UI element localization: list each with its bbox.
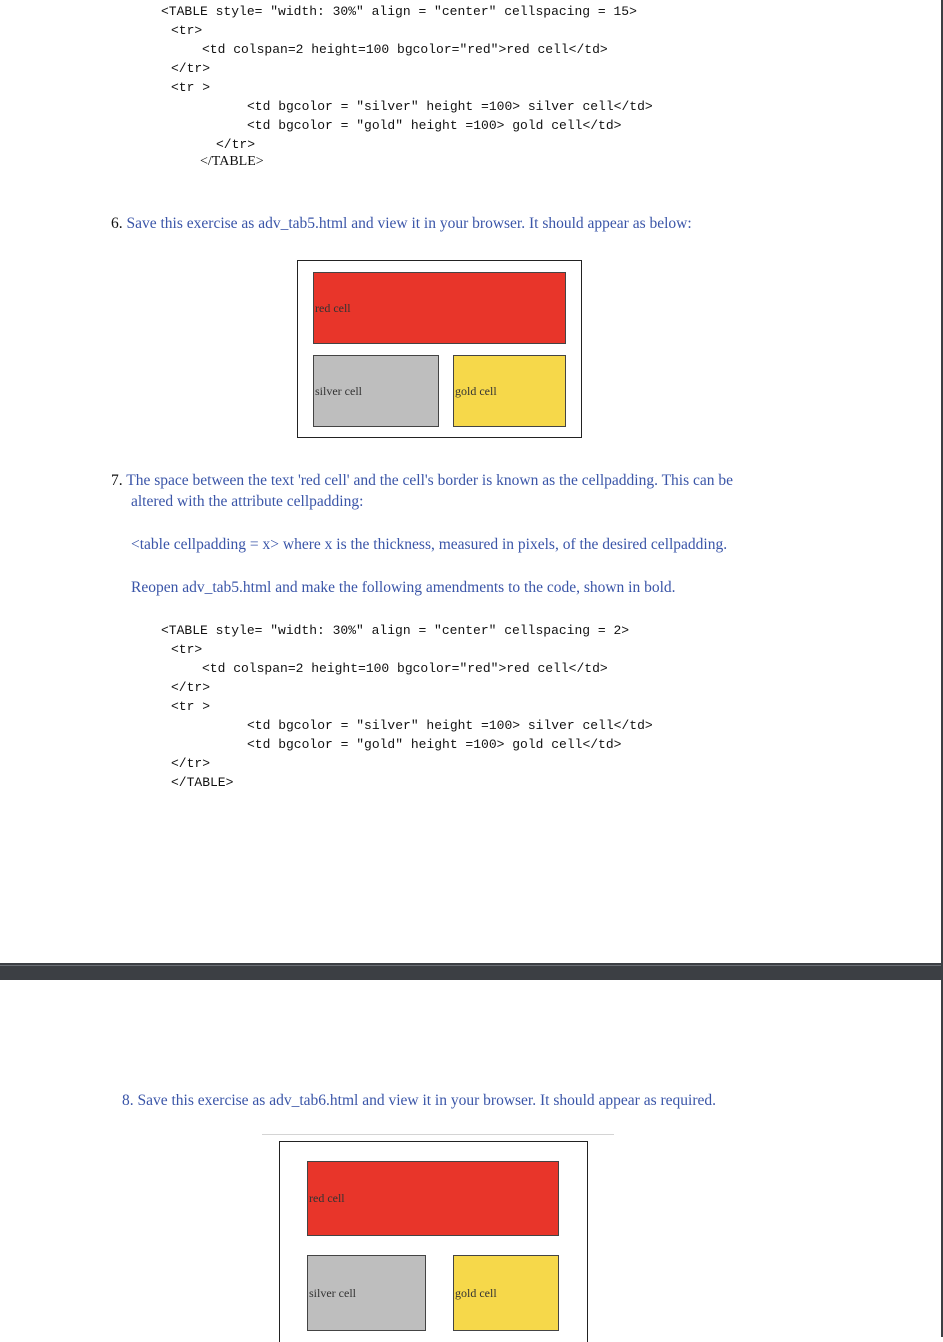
code-line: </TABLE> [171, 775, 234, 790]
code-line: <TABLE style= "width: 30%" align = "center" cellspacing = 15> [161, 4, 637, 19]
code-line: <TABLE style= "width: 30%" align = "center" cellspacing = 2> [161, 623, 630, 638]
red-cell-label: red cell [309, 1191, 345, 1205]
code-line: <tr > [171, 80, 211, 95]
gold-cell-label: gold cell [455, 1285, 497, 1300]
code-line: <td bgcolor = "silver" height =100> silver cell</td> [247, 718, 653, 733]
code-line: <td bgcolor = "gold" height =100> gold cell</td> [247, 118, 622, 133]
step-6-text [111, 215, 692, 233]
step-7-line-2: altered with the attribute cellpadding: [131, 493, 364, 510]
silver-cell-label: silver cell [309, 1285, 356, 1300]
code-line: <td colspan=2 height=100 bgcolor="red">red cell</td> [202, 42, 608, 57]
red-cell-label: red cell [315, 300, 351, 315]
code-line: <tr > [171, 699, 211, 714]
silver-cell [307, 1255, 426, 1331]
table-preview-figure-1 [297, 260, 582, 438]
red-cell [307, 1161, 559, 1236]
code-line: </tr> [216, 137, 256, 152]
horizontal-rule [262, 1134, 614, 1135]
gold-cell [453, 1255, 559, 1331]
reopen-instruction: Reopen adv_tab5.html and make the following amendments to the code, shown in bold. [131, 579, 676, 596]
code-line-table-end: </TABLE> [200, 154, 264, 169]
step-7-line-1 [111, 472, 733, 490]
code-line: <td bgcolor = "gold" height =100> gold cell</td> [247, 737, 622, 752]
code-line: <td colspan=2 height=100 bgcolor="red">red cell</td> [202, 661, 608, 676]
code-line: </tr> [171, 61, 211, 76]
gold-cell-label: gold cell [455, 383, 497, 398]
step-8-text: 8. Save this exercise as adv_tab6.html and view it in your browser. It should appear as required. [122, 1092, 717, 1109]
document-page-2 [0, 980, 941, 1337]
page-separator [0, 963, 943, 980]
step-7-body: The space between the text 'red cell' and the cell's border is known as the cellpadding. This can be [126, 472, 734, 489]
code-line: <tr> [171, 23, 203, 38]
cellpadding-attribute-text: <table cellpadding = x> where x is the thickness, measured in pixels, of the desired cellpadding. [131, 536, 728, 553]
silver-cell-label: silver cell [315, 383, 362, 398]
step-number: 6. [111, 215, 123, 232]
red-cell [313, 272, 566, 344]
gold-cell [453, 355, 566, 427]
code-line: </tr> [171, 680, 211, 695]
silver-cell [313, 355, 439, 427]
step-6-body: Save this exercise as adv_tab5.html and view it in your browser. It should appear as below: [126, 215, 692, 232]
code-line: <td bgcolor = "silver" height =100> silver cell</td> [247, 99, 653, 114]
table-preview-figure-2 [279, 1141, 588, 1342]
code-line: <tr> [171, 642, 203, 657]
step-number: 7. [111, 472, 123, 489]
code-line: </tr> [171, 756, 211, 771]
